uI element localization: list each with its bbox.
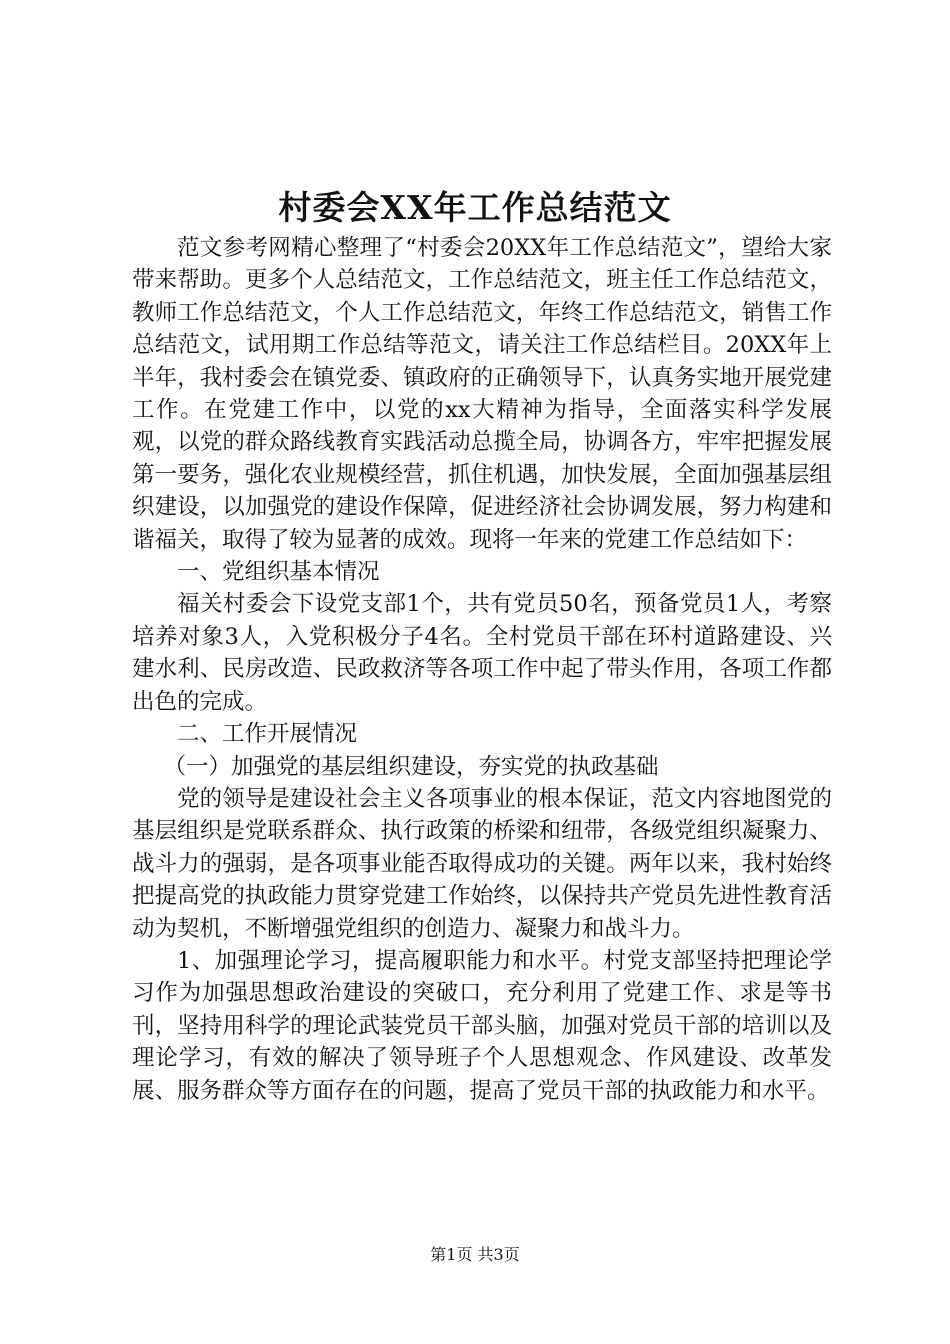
document-body bbox=[132, 232, 832, 1107]
page-footer: 第1页 共3页 bbox=[430, 1245, 520, 1264]
body-paragraph: 党的领导是建设社会主义各项事业的根本保证，范文内容地图党的基层组织是党联系群众、执行政策的桥梁和纽带，各级党组织凝聚力、战斗力的强弱，是各项事业能否取得成功的关键。两年以来，我村始终把提高党的执政能力贯穿党建工作始终，以保持共产党员先进性教育活动为契机，不断增强党组织的创造力、凝聚力和战斗力。 bbox=[132, 785, 832, 942]
intro-paragraph: 范文参考网精心整理了“村委会20XX年工作总结范文”，望给大家带来帮助。更多个人总结范文，工作总结范文，班主任工作总结范文，教师工作总结范文，个人工作总结范文，年终工作总结范文，销售工作总结范文，试用期工作总结等范文，请关注工作总结栏目。20XX年上半年，我村委会在镇党委、镇政府的正确领导下，认真务实地开展党建工作。在党建工作中，以党的xx大精神为指导，全面落实科学发展观，以党的群众路线教育实践活动总揽全局，协调各方，牢牢把握发展第一要务，强化农业规模经营，抓住机遇，加快发展，全面加强基层组织建设，以加强党的建设作保障，促进经济社会协调发展，努力构建和谐福关，取得了较为显著的成效。现将一年来的党建工作总结如下： bbox=[132, 235, 832, 553]
section-heading-2: 二、工作开展情况 bbox=[177, 721, 358, 748]
subsection-heading-1: （一）加强党的基层组织建设，夯实党的执政基础 bbox=[163, 753, 659, 780]
document-title: 村委会XX年工作总结范文 bbox=[278, 188, 672, 227]
section-heading-1: 一、党组织基本情况 bbox=[177, 559, 380, 586]
body-paragraph: 福关村委会下设党支部1个，共有党员50名，预备党员1人，考察培养对象3人，入党积极分子4名。全村党员干部在环村道路建设、兴建水利、民房改造、民政救济等各项工作中起了带头作用，各项工作都出色的完成。 bbox=[132, 591, 832, 715]
body-paragraph: 1、加强理论学习，提高履职能力和水平。村党支部坚持把理论学习作为加强思想政治建设的突破口，充分利用了党建工作、求是等书刊，坚持用科学的理论武装党员干部头脑，加强对党员干部的培训以及理论学习，有效的解决了领导班子个人思想观念、作风建设、改革发展、服务群众等方面存在的问题，提高了党员干部的执政能力和水平。 bbox=[132, 947, 832, 1104]
